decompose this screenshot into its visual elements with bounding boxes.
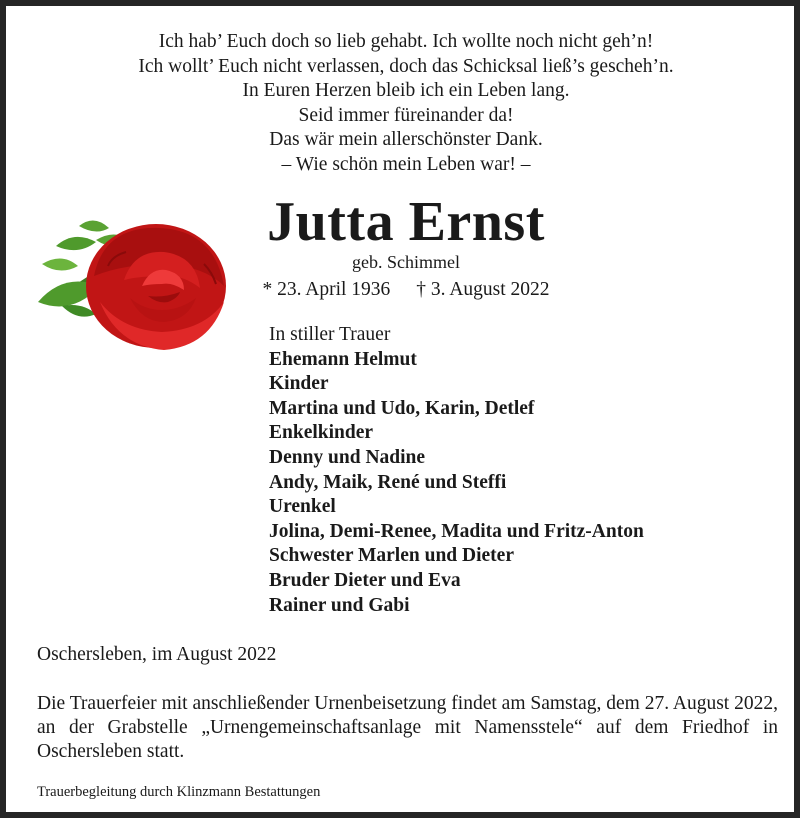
mourner-line: Denny und Nadine [269,446,426,468]
poem-line: Seid immer füreinander da! [298,104,514,126]
mourners-intro: In stiller Trauer [269,324,391,345]
poem-line: Das wär mein allerschönster Dank. [269,129,543,151]
mourner-line: Rainer und Gabi [269,594,410,616]
mourner-line: Kinder [269,373,329,395]
mourner-line: Ehemann Helmut [269,348,417,370]
birth-date: * 23. April 1936 [262,279,391,300]
poem-line: Ich wollt’ Euch nicht verlassen, doch das Schicksal ließ’s gescheh’n. [138,55,674,77]
poem-line: Ich hab’ Euch doch so lieb gehabt. Ich wollte noch nicht geh’n! [158,31,654,52]
mourners-list [269,323,644,618]
mourner-line: Andy, Maik, René und Steffi [269,471,507,493]
mourner-line: Bruder Dieter und Eva [269,569,461,591]
ceremony-info [37,692,778,764]
death-date: † 3. August 2022 [416,279,550,300]
maiden-name: geb. Schimmel [352,252,460,272]
mourner-line: Jolina, Demi-Renee, Madita und Fritz-Anton [269,520,644,542]
poem-line: In Euren Herzen bleib ich ein Leben lang. [242,80,570,102]
poem-line: – Wie schön mein Leben war! – [281,153,531,175]
mourner-line: Schwester Marlen und Dieter [269,545,514,567]
ceremony-line: an der Grabstelle „Urnengemeinschaftsanlage mit Namensstele“ auf dem Friedhof in [37,717,778,738]
life-dates [6,278,800,302]
poem [6,30,800,178]
funeral-home-credit: Trauerbegleitung durch Klinzmann Bestattungen [37,784,321,800]
mourner-line: Enkelkinder [269,422,374,444]
ceremony-line: Oschersleben statt. [37,741,185,762]
deceased-name: Jutta Ernst [267,191,545,253]
mourner-line: Urenkel [269,496,336,518]
ceremony-line: Die Trauerfeier mit anschließender Urnenbeisetzung findet am Samstag, dem 27. August 2022, [37,693,778,714]
place-date: Oschersleben, im August 2022 [37,644,277,665]
mourner-line: Martina und Udo, Karin, Detlef [269,397,535,419]
